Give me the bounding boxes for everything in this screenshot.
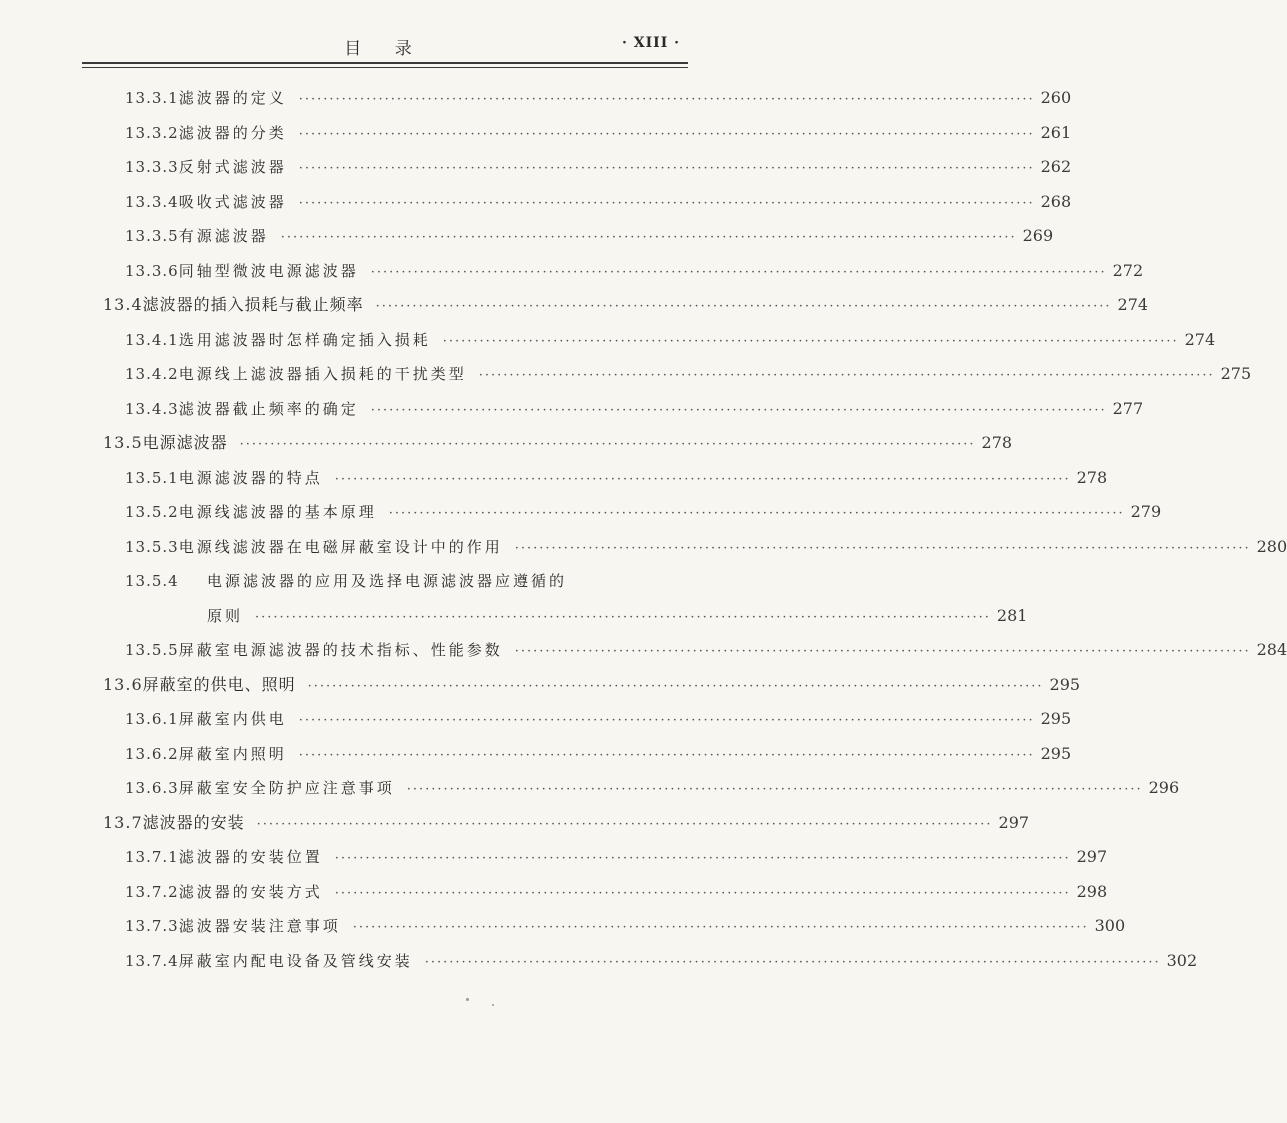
toc-entry-title: 同轴型微波电源滤波器 [178, 261, 359, 280]
toc-entry-page: 274 [1184, 329, 1216, 349]
toc-entry-page: 274 [1117, 295, 1149, 314]
toc-entry-page: 295 [1049, 674, 1081, 694]
toc-entry-page: 278 [1076, 467, 1108, 487]
header-title: 目 录 [344, 39, 426, 59]
toc-entry[interactable] [125, 87, 1072, 109]
toc-entry[interactable] [125, 950, 1198, 972]
toc-entry-number: 13.5 [103, 433, 143, 452]
toc-entry-title: 屏蔽室安全防护应注意事项 [178, 779, 395, 797]
toc-entry-number: 13.3.4 [125, 192, 179, 211]
toc-entry-number: 13.7.2 [125, 882, 179, 901]
toc-entry[interactable] [103, 294, 1149, 316]
toc-entry-number: 13.5.2 [125, 503, 179, 521]
toc-entry[interactable] [125, 639, 1287, 661]
toc-entry-page: 300 [1094, 916, 1126, 935]
toc-entry-page: 302 [1166, 950, 1198, 970]
toc-entry[interactable] [125, 743, 1072, 765]
dot-leader: ························································································································ [298, 161, 1035, 176]
toc-entry-number: 13.5.4 [125, 572, 179, 590]
toc-entry-continuation[interactable] [207, 605, 1028, 627]
dot-leader: ························································································································ [424, 954, 1161, 970]
toc-entry-number: 13.7 [103, 812, 143, 832]
dot-leader: ························································································································ [298, 92, 1035, 107]
toc-entry-number: 13.7.3 [125, 917, 179, 935]
toc-entry-page: 295 [1040, 743, 1072, 763]
header-rule-thick [82, 62, 688, 64]
dot-leader: ························································································································ [256, 816, 993, 832]
toc-entry-page: 296 [1148, 778, 1180, 797]
dot-leader: ························································································································ [406, 782, 1143, 797]
toc-entry-number: 13.5.3 [125, 537, 179, 556]
dot-leader: ························································································································ [334, 471, 1071, 487]
dot-leader: ························································································································ [514, 540, 1251, 556]
toc-entry[interactable] [125, 156, 1072, 178]
toc-entry-title: 滤波器的定义 [178, 89, 287, 107]
toc-entry-page: 272 [1112, 260, 1144, 280]
toc-entry-title: 反射式滤波器 [178, 158, 287, 176]
dot-leader: ························································································································ [478, 368, 1215, 383]
toc-entry-number: 13.3.1 [125, 89, 179, 107]
toc-entry[interactable] [125, 260, 1144, 282]
toc-entry-page: 262 [1040, 157, 1072, 176]
toc-entry-page: 277 [1112, 398, 1144, 418]
toc-entry[interactable] [125, 191, 1072, 213]
dot-leader: ························································································································ [375, 299, 1112, 314]
dot-leader: ························································································································ [298, 195, 1035, 211]
dot-leader: ························································································································ [298, 713, 1035, 728]
toc-entry-title: 滤波器的插入损耗与截止频率 [142, 295, 364, 314]
toc-entry-title: 电源线滤波器的基本原理 [178, 503, 377, 521]
toc-entry-page: 297 [998, 812, 1030, 832]
toc-entry[interactable] [125, 329, 1216, 351]
toc-entry[interactable] [125, 915, 1126, 937]
toc-entry-page: 298 [1076, 881, 1108, 901]
toc-entry-number: 13.7.1 [125, 848, 179, 866]
paper-speck [466, 998, 469, 1001]
toc-entry-title: 滤波器安装注意事项 [178, 917, 341, 935]
toc-entry[interactable] [103, 812, 1030, 834]
toc-entry-title: 电源滤波器的特点 [178, 468, 323, 487]
toc-entry-title: 滤波器的分类 [178, 123, 287, 142]
toc-entry-number: 13.6 [103, 674, 143, 694]
toc-entry-page: 268 [1040, 191, 1072, 211]
toc-entry-page: 275 [1220, 364, 1252, 383]
toc-entry-number: 13.4.3 [125, 399, 179, 418]
dot-leader: ························································································································ [388, 506, 1125, 521]
toc-entry-page: 295 [1040, 709, 1072, 728]
toc-entry-title: 滤波器的安装位置 [178, 848, 323, 866]
toc-entry-page: 281 [996, 605, 1028, 625]
dot-leader: ························································································································ [255, 609, 991, 625]
toc-entry-number: 13.3.6 [125, 261, 179, 280]
dot-leader: ························································································································ [514, 644, 1251, 659]
dot-leader: ························································································································ [442, 333, 1179, 349]
toc-entry-number: 13.6.1 [125, 710, 179, 728]
toc-entry-title: 有源滤波器 [178, 227, 269, 245]
toc-entry-page: 284 [1256, 640, 1287, 659]
toc-entry[interactable] [103, 674, 1081, 696]
toc-entry-number: 13.3.2 [125, 123, 179, 142]
toc-entry[interactable] [103, 432, 1013, 454]
toc-entry-number: 13.4 [103, 295, 143, 314]
toc-entry[interactable] [125, 225, 1054, 247]
toc-entry[interactable] [125, 501, 1162, 523]
toc-entry-number: 13.5.1 [125, 468, 179, 487]
toc-entry[interactable] [125, 881, 1108, 903]
toc-entry[interactable] [125, 570, 690, 592]
dot-leader: ························································································································ [298, 126, 1035, 142]
toc-entry-page: 269 [1022, 226, 1054, 245]
toc-entry-title: 屏蔽室的供电、照明 [142, 674, 296, 694]
toc-entry-title: 屏蔽室内照明 [178, 744, 287, 763]
toc-entry-number: 13.4.1 [125, 330, 179, 349]
toc-entry-number: 13.7.4 [125, 951, 179, 970]
toc-entry-number: 13.4.2 [125, 365, 179, 383]
toc-entry-title: 电源滤波器 [142, 433, 228, 452]
toc-entry-title: 屏蔽室内供电 [178, 710, 287, 728]
dot-leader: ························································································································ [352, 920, 1089, 935]
toc-entry-page: 280 [1256, 536, 1287, 556]
toc-entry[interactable] [125, 363, 1252, 385]
toc-entry[interactable] [125, 467, 1108, 489]
toc-entry[interactable] [125, 846, 1108, 868]
toc-entry-title: 屏蔽室电源滤波器的技术指标、性能参数 [178, 641, 503, 659]
toc-entry[interactable] [125, 536, 1287, 558]
toc-entry-title: 屏蔽室内配电设备及管线安装 [178, 951, 413, 970]
toc-entry-number: 13.3.5 [125, 227, 179, 245]
toc-entry[interactable] [125, 777, 1180, 799]
toc-entry-number: 13.6.2 [125, 744, 179, 763]
dot-leader: ························································································································ [370, 402, 1107, 418]
running-header [82, 30, 688, 60]
toc-entry[interactable] [125, 708, 1072, 730]
toc-entry[interactable] [125, 122, 1072, 144]
dot-leader: ························································································································ [334, 885, 1071, 901]
toc-entry-title: 吸收式滤波器 [178, 192, 287, 211]
toc-entry-number: 13.5.5 [125, 641, 179, 659]
toc-entry-page: 278 [981, 433, 1013, 452]
toc-entry-page: 260 [1040, 88, 1072, 107]
toc-entry-title: 滤波器的安装方式 [178, 882, 323, 901]
toc-entry-title: 电源线滤波器在电磁屏蔽室设计中的作用 [178, 537, 503, 556]
dot-leader: ························································································································ [298, 747, 1035, 763]
toc-entry-title-continuation: 原则 [207, 606, 244, 625]
dot-leader: ························································································································ [307, 678, 1044, 694]
paper-speck [492, 1004, 494, 1006]
header-rule-thin [82, 67, 688, 68]
dot-leader: ························································································································ [370, 264, 1107, 280]
toc-entry-title: 选用滤波器时怎样确定插入损耗 [178, 330, 431, 349]
dot-leader: ························································································································ [239, 437, 976, 452]
toc-entry-page: 297 [1076, 847, 1108, 866]
toc-entry-title: 滤波器的安装 [142, 812, 245, 832]
dot-leader: ························································································································ [334, 851, 1071, 866]
toc-entry-page: 261 [1040, 122, 1072, 142]
toc-entry-number: 13.6.3 [125, 779, 179, 797]
toc-entry-title: 滤波器截止频率的确定 [178, 399, 359, 418]
dot-leader: ························································································································ [280, 230, 1017, 245]
header-page-number: · XIII · [621, 35, 680, 51]
toc-entry-page: 279 [1130, 502, 1162, 521]
toc-entry[interactable] [125, 398, 1144, 420]
toc-entry-title: 电源线上滤波器插入损耗的干扰类型 [178, 365, 467, 383]
toc-entry-title: 电源滤波器的应用及选择电源滤波器应遵循的 [207, 572, 568, 590]
toc-entry-number: 13.3.3 [125, 158, 179, 176]
